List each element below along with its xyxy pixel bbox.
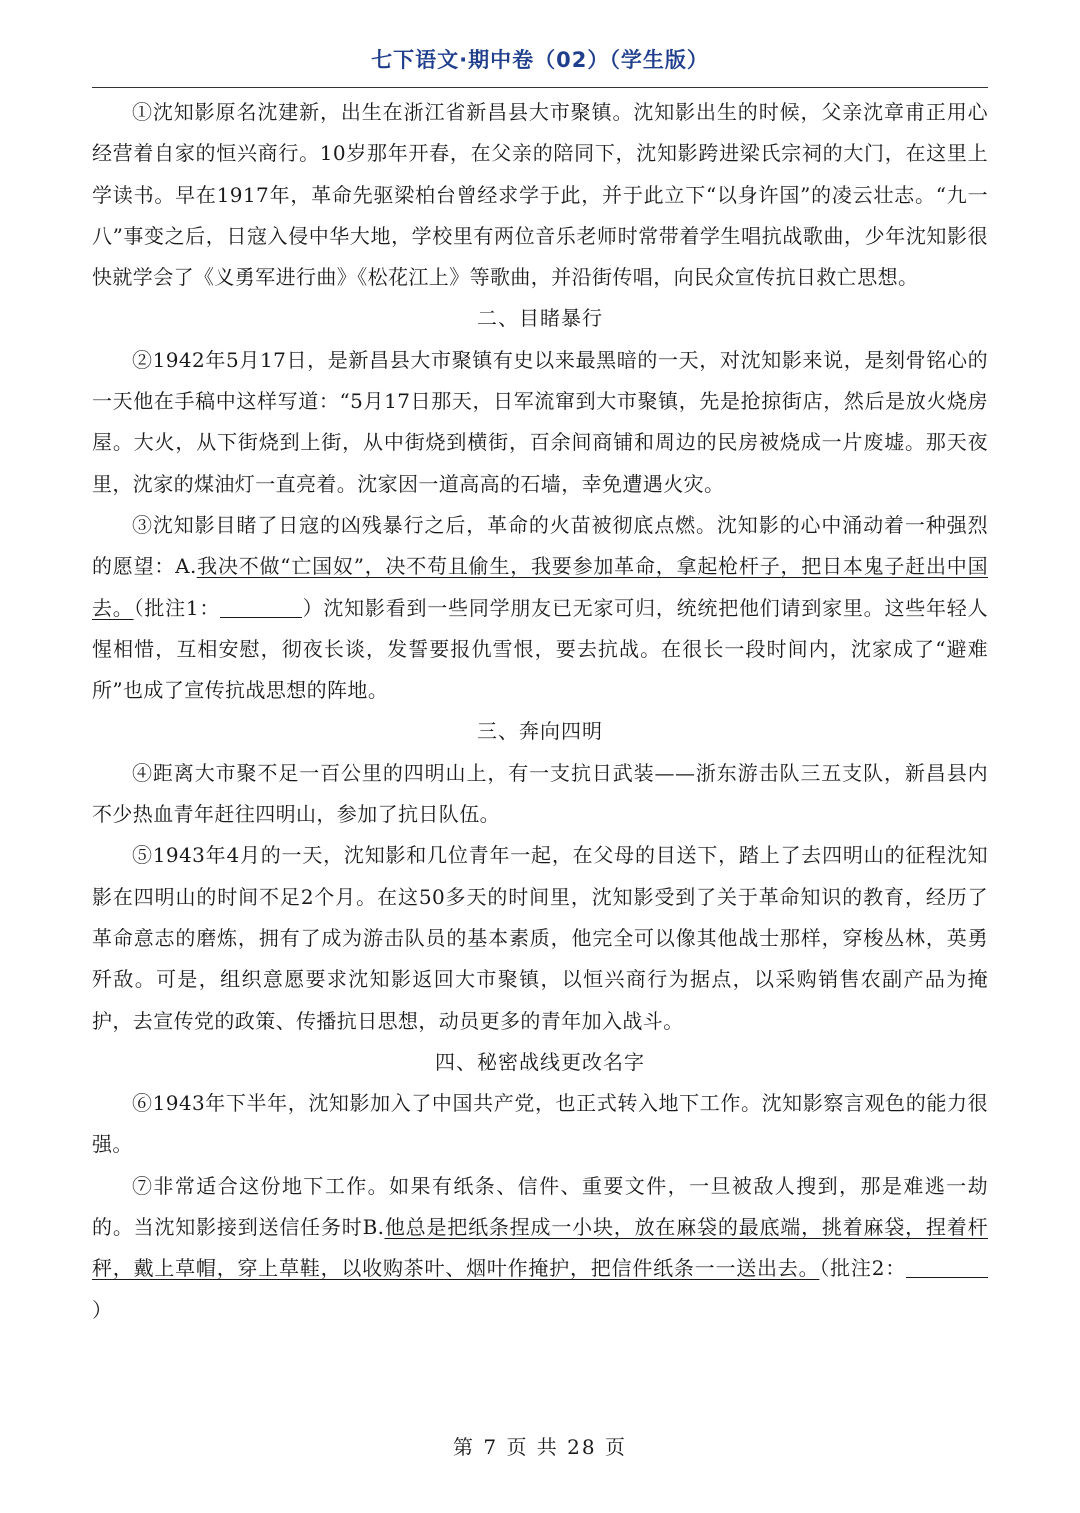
underlined-sentence-a: 我决不做“亡国奴”，决不苟且偷生，我要参加革命，拿起枪杆子，把日本鬼子赶出中国去。	[92, 554, 988, 620]
page-number: 第 7 页 共 28 页	[453, 1435, 627, 1459]
paragraph-4: ④距离大市聚不足一百公里的四明山上，有一支抗日武装——浙东游击队三五支队，新昌县内不少热血青年赶往四明山，参加了抗日队伍。	[92, 760, 988, 827]
paragraph-3-intro: ③沈知影目睹了日寇的凶残暴行之后，革命的火苗被彻底点燃。沈知影的心中涌动着一种强烈的愿望：A.	[92, 512, 988, 579]
underlined-sentence-b: 他总是把纸条捏成一小块，放在麻袋的最底端，挑着麻袋，捏着杆秤，戴上草帽，穿上草鞋，以收购茶叶、烟叶作掩护，把信件纸条一一送出去。	[92, 1215, 988, 1281]
page-header-title: 七下语文·期中卷（02）（学生版）	[371, 48, 709, 72]
section-heading-2: 二、目睹暴行	[477, 306, 603, 331]
annotation-2-close: ）	[92, 1297, 113, 1322]
paragraph-7-intro: ⑦非常适合这份地下工作。如果有纸条、信件、重要文件，一旦被敌人搜到，那是难逃一劫的。当沈知影接到送信任务时B.	[92, 1173, 988, 1240]
paragraph-6: ⑥1943年下半年，沈知影加入了中国共产党，也正式转入地下工作。沈知影察言观色的能力很强。	[92, 1091, 988, 1157]
header-divider	[92, 87, 988, 88]
paragraph-1: ①沈知影原名沈建新，出生在浙江省新昌县大市聚镇。沈知影出生的时候，父亲沈章甫正用心经营着自家的恒兴商行。10岁那年开春，在父亲的陪同下，沈知影跨进梁氏宗祠的大门，在这里上学读书。早在1917年，革命先驱梁柏台曾经求学于此，并于此立下“以身许国”的凌云壮志。“九一八”事变之后，日寇入侵中华大地，学校里有两位音乐老师时常带着学生唱抗战歌曲，少年沈知影很快就学会了《义勇军进行曲》《松花江上》等歌曲，并沿街传唱，向民众宣传抗日救亡思想。	[92, 100, 988, 290]
paragraph-3	[92, 505, 988, 711]
paragraph-5: ⑤1943年4月的一天，沈知影和几位青年一起，在父母的目送下，踏上了去四明山的征程沈知影在四明山的时间不足2个月。在这50多天的时间里，沈知影受到了关于革命知识的教育，经历了革命意志的磨炼，拥有了成为游击队员的基本素质，他完全可以像其他战士那样，穿梭丛林，英勇歼敌。可是，组织意愿要求沈知影返回大市聚镇，以恒兴商行为据点，以采购销售农副产品为掩护，去宣传党的政策、传播抗日思想，动员更多的青年加入战斗。	[92, 843, 988, 1033]
section-heading-3: 三、奔向四明	[477, 719, 603, 744]
paragraph-7	[92, 1166, 988, 1331]
annotation-1-blank[interactable]	[220, 595, 302, 618]
annotation-2-blank[interactable]	[906, 1255, 988, 1278]
section-heading-4: 四、秘密战线更改名字	[435, 1049, 645, 1074]
annotation-1-label: （批注1：	[133, 595, 221, 620]
annotation-2-label: （批注2：	[819, 1256, 906, 1281]
document-body	[92, 92, 988, 1331]
paragraph-3-rest: ）沈知影看到一些同学朋友已无家可归，统统把他们请到家里。这些年轻人惺相惜，互相安慰，彻夜长谈，发誓要报仇雪恨，要去抗战。在很长一段时间内，沈家成了“避难所”也成了宣传抗战思想的阵地。	[92, 595, 988, 703]
paragraph-2: ②1942年5月17日，是新昌县大市聚镇有史以来最黑暗的一天，对沈知影来说，是刻骨铭心的一天他在手稿中这样写道：“5月17日那天，日军流窜到大市聚镇，先是抢掠街店，然后是放火烧房屋。大火，从下街烧到上街，从中街烧到横街，百余间商铺和周边的民房被烧成一片废墟。那天夜里，沈家的煤油灯一直亮着。沈家因一道高高的石墙，幸免遭遇火灾。	[92, 347, 988, 496]
